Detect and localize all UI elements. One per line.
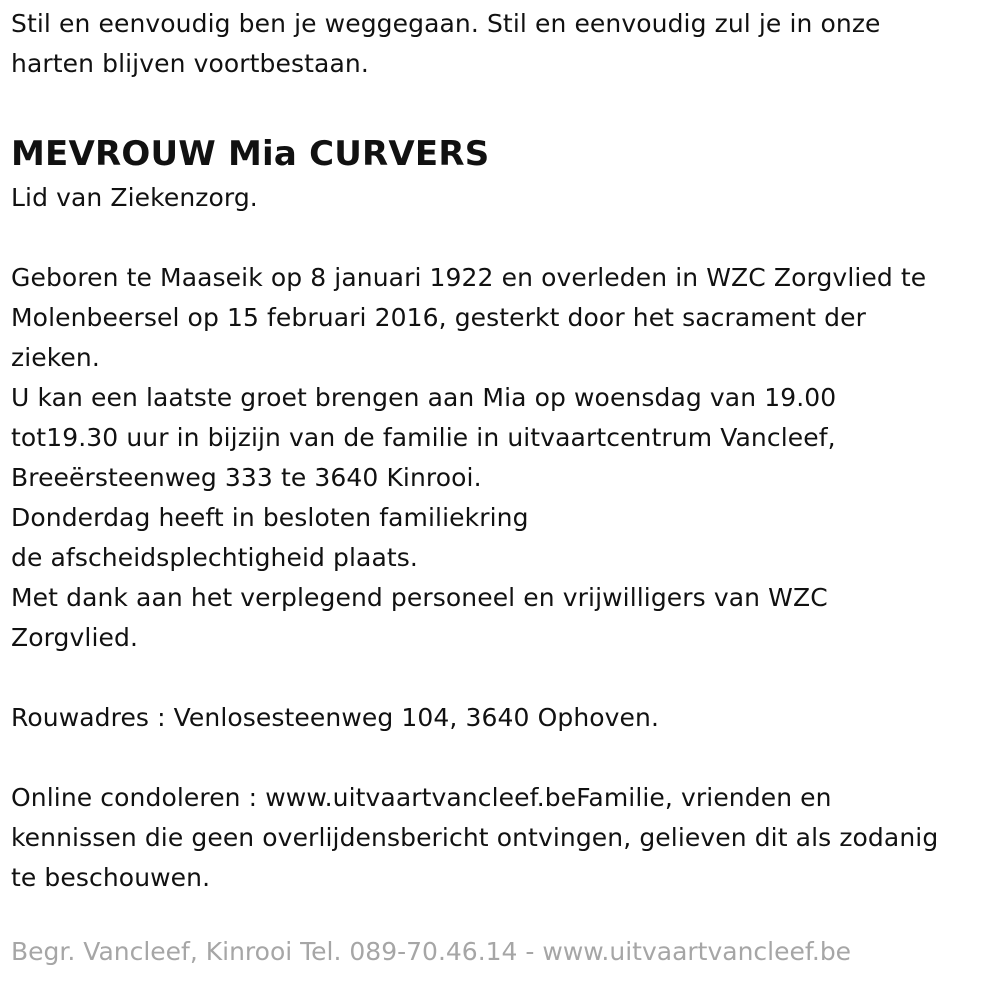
obituary-body (11, 258, 986, 658)
body-line: zieken. (11, 343, 100, 372)
condolence-line: te beschouwen. (11, 863, 211, 892)
condolence-line: kennissen die geen overlijdensbericht ontvingen, gelieven dit als zodanig (11, 823, 939, 852)
body-line: U kan een laatste groet brengen aan Mia op woensdag van 19.00 (11, 383, 837, 412)
body-line: Geboren te Maaseik op 8 januari 1922 en overleden in WZC Zorgvlied te (11, 263, 927, 292)
body-line: de afscheidsplechtigheid plaats. (11, 543, 418, 572)
body-line: Breeërsteenweg 333 te 3640 Kinrooi. (11, 463, 482, 492)
body-line: Met dank aan het verplegend personeel en vrijwilligers van WZC (11, 583, 828, 612)
obituary-notice (11, 4, 986, 898)
mourning-address: Rouwadres : Venlosesteenweg 104, 3640 Ophoven. (11, 703, 660, 732)
condolence-section (11, 778, 986, 898)
body-line: Zorgvlied. (11, 623, 139, 652)
membership-line: Lid van Ziekenzorg. (11, 183, 258, 212)
intro-line: harten blijven voortbestaan. (11, 49, 369, 78)
spacer (11, 218, 986, 258)
intro-line: Stil en eenvoudig ben je weggegaan. Stil en eenvoudig zul je in onze (11, 9, 881, 38)
spacer (11, 738, 986, 778)
deceased-name: MEVROUW Mia CURVERS (11, 134, 490, 174)
body-line: Donderdag heeft in besloten familiekring (11, 503, 529, 532)
undertaker-footer: Begr. Vancleef, Kinrooi Tel. 089-70.46.14 - www.uitvaartvancleef.be (11, 937, 852, 966)
body-line: tot19.30 uur in bijzijn van de familie in uitvaartcentrum Vancleef, (11, 423, 836, 452)
body-line: Molenbeersel op 15 februari 2016, gesterkt door het sacrament der (11, 303, 866, 332)
condolence-line: Online condoleren : www.uitvaartvancleef.beFamilie, vrienden en (11, 783, 832, 812)
spacer (11, 658, 986, 698)
intro-verse (11, 4, 986, 84)
